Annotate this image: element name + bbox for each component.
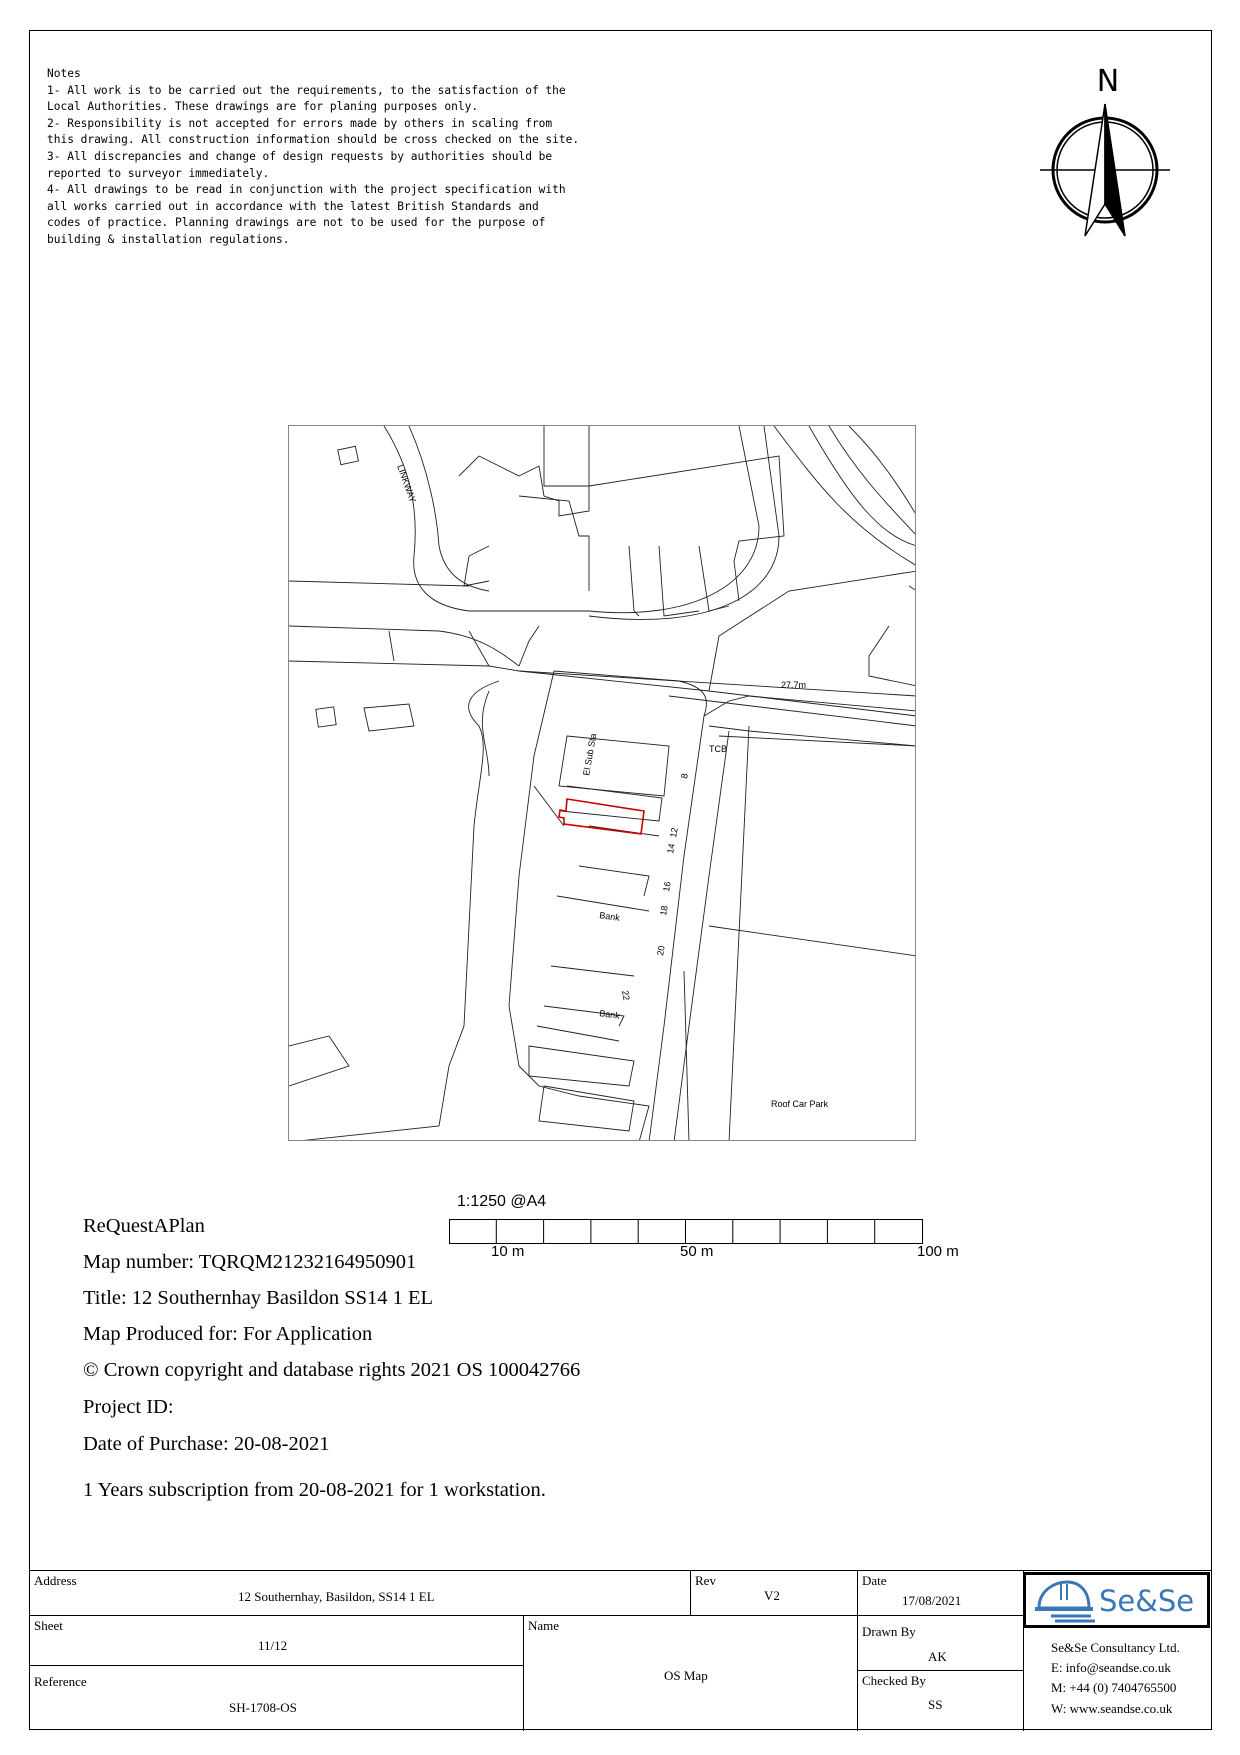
checked-by-value: SS	[928, 1697, 943, 1712]
notes-line: Notes	[47, 67, 81, 80]
drawn-by-cell	[858, 1616, 1024, 1671]
notes-line: 3- All discrepancies and change of design requests by authorities should be	[47, 149, 553, 163]
reference-label: Reference	[34, 1674, 87, 1689]
company-email: E: info@seandse.co.uk	[1051, 1660, 1171, 1675]
notes-line: Local Authorities. These drawings are for planing purposes only.	[47, 100, 479, 114]
date-value: 17/08/2021	[902, 1593, 962, 1608]
map-label-height: 27.7m	[781, 680, 807, 690]
notes-line: 4- All drawings to be read in conjunction with the project specification with	[47, 183, 566, 197]
address-value: 12 Southernhay, Basildon, SS14 1 EL	[238, 1589, 435, 1604]
produced-for: Map Produced for: For Application	[83, 1323, 373, 1345]
map-number: Map number: TQRQM21232164950901	[83, 1251, 417, 1273]
date-of-purchase: Date of Purchase: 20-08-2021	[83, 1433, 330, 1455]
map-label-tcb: TCB	[709, 744, 727, 754]
sheet-label: Sheet	[34, 1618, 63, 1633]
logo-text: Se&Se	[1099, 1584, 1195, 1618]
name-value: OS Map	[664, 1668, 708, 1683]
company-mobile: M: +44 (0) 7404765500	[1051, 1680, 1177, 1695]
notes-line: codes of practice. Planning drawings are not to be used for the purpose of	[47, 216, 546, 230]
scale-label-10: 10 m	[491, 1243, 525, 1260]
reference-cell	[30, 1666, 524, 1731]
rev-cell	[691, 1571, 858, 1616]
reference-value: SH-1708-OS	[229, 1700, 297, 1715]
address-label: Address	[34, 1573, 77, 1588]
date-cell	[858, 1571, 1024, 1616]
notes-block	[47, 66, 580, 249]
subscription: 1 Years subscription from 20-08-2021 for 1 workstation.	[83, 1479, 546, 1501]
map-label-number: 14	[665, 842, 677, 855]
drawn-by-value: AK	[928, 1649, 947, 1664]
sheet-value: 11/12	[258, 1638, 288, 1653]
project-id: Project ID:	[83, 1396, 174, 1418]
map-label-number: 8	[679, 772, 690, 780]
scale-title: 1:1250 @A4	[457, 1193, 547, 1210]
notes-line: building & installation regulations.	[47, 232, 290, 246]
checked-by-cell	[858, 1671, 1024, 1731]
address-cell	[30, 1571, 691, 1616]
notes-line: 1- All work is to be carried out the requirements, to the satisfaction of the	[47, 83, 566, 97]
map-title: Title: 12 Southernhay Basildon SS14 1 EL	[83, 1287, 434, 1309]
rev-value: V2	[764, 1588, 780, 1603]
map-label-number: 16	[661, 880, 673, 893]
north-label: N	[1096, 64, 1120, 99]
notes-line: this drawing. All construction information should be cross checked on the site.	[47, 133, 580, 147]
map-label-number: 18	[658, 904, 670, 917]
scale-label-50: 50 m	[680, 1243, 714, 1260]
sheet-cell	[30, 1616, 524, 1666]
drawn-by-label: Drawn By	[862, 1624, 916, 1639]
company-web: W: www.seandse.co.uk	[1051, 1701, 1173, 1716]
map-label-bank: Bank	[598, 910, 621, 923]
map-label-number: 22	[620, 989, 632, 1002]
subject-property-outline	[559, 799, 644, 834]
map-label-substation: El Sub Sta	[581, 732, 599, 777]
notes-line: all works carried out in accordance with the latest British Standards and	[47, 199, 539, 213]
company-name: Se&Se Consultancy Ltd.	[1051, 1640, 1180, 1655]
notes-line: reported to surveyor immediately.	[47, 166, 270, 180]
provider-name: ReQuestAPlan	[83, 1215, 205, 1237]
scale-label-100: 100 m	[917, 1243, 959, 1260]
checked-by-label: Checked By	[862, 1673, 926, 1688]
map-label-number: 20	[655, 944, 667, 957]
notes-line: 2- Responsibility is not accepted for errors made by others in scaling from	[47, 116, 553, 130]
map-label-roof-car-park: Roof Car Park	[771, 1099, 829, 1109]
company-logo	[1023, 1572, 1210, 1628]
name-label: Name	[528, 1618, 560, 1633]
scale-bar	[449, 1219, 923, 1244]
name-cell	[524, 1616, 858, 1731]
site-location-map	[288, 425, 916, 1141]
copyright: © Crown copyright and database rights 2021 OS 100042766	[83, 1359, 581, 1381]
date-label: Date	[862, 1573, 887, 1588]
map-label-linkway: LINKWAY	[395, 463, 419, 504]
hard-hat-icon	[1031, 1578, 1099, 1624]
map-label-number: 12	[668, 826, 680, 839]
rev-label: Rev	[695, 1573, 716, 1588]
map-label-bank: Bank	[598, 1008, 621, 1021]
north-arrow-icon	[1035, 58, 1175, 243]
